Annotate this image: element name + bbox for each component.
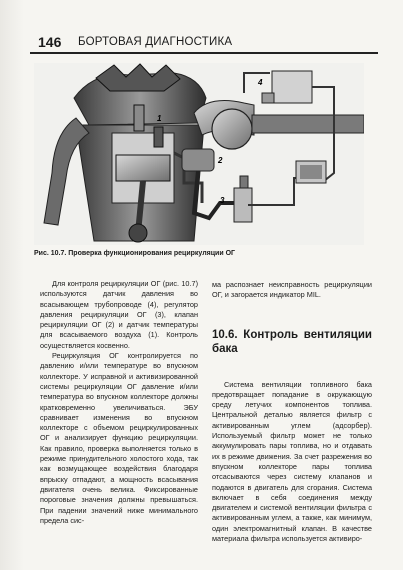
callout-3: 3 [220,196,225,205]
header-rule [30,52,378,54]
pressure-sensor [272,71,312,103]
page-header [30,33,380,53]
egr-diagram [34,63,364,245]
air-intake-duct [252,115,364,133]
ecu-connector-pins [300,165,322,179]
paragraph: Рециркуляция ОГ контролируется по давлению и/или температуре во впускном коллекторе. У исправной и активизированной системы рециркуляции ОГ давление и/или температура во впускном коллекторе должны кратковременно увеличиваться. ЭБУ сравнивает изменения во впускном коллекторе с объемом рециркулированных ОГ и анализирует функцию рециркуляции. Как правило, проверка выполняется только в режиме принудительного холостого хода, так как возмущающее воздействия благодаря впрыску отпадают, а мощность всасывания двигателя очень велика. Фиксированные пороговые значения должны превышаться. При падении значений ниже минимального предела сис- [40,351,198,525]
right-column [212,280,372,544]
callout-2: 2 [218,156,223,165]
crankshaft [129,224,147,242]
left-column [40,279,198,526]
running-title: БОРТОВАЯ ДИАГНОСТИКА [78,36,233,48]
throttle-body [212,109,252,149]
callout-4: 4 [258,78,263,87]
paragraph: Для контроля рециркуляции ОГ (рис. 10.7) используются датчик давления во всасывающем трубопроводе (4), регулятор давления рециркуляции ОГ (3), клапан рециркуляции ОГ (2) и датчик температуры для всасываемого воздуха (1). Контроль осуществляется косвенно. [40,279,198,350]
page-number: 146 [38,34,62,50]
figure-caption: Рис. 10.7. Проверка функционирования рециркуляции ОГ [34,250,236,257]
paragraph-continuation: ма распознает неисправность рециркуляции ОГ, и загорается индикатор MIL. [212,280,372,300]
paragraph: Система вентиляции топливного бака предотвращает попадание в окружающую среду летучих компонентов топлива. Центральной деталью является фильтр с активированным углем (адсорбер). Используемый фильтр может не только аккумулировать пары топлива, но и отдавать их в режиме движения. За счет разрежения во впускном коллекторе пары топлива отсасываются через систему клапанов и подаются в двигатель для сгорания. Система включает в себя соединения между двигателем и системой вентиляции фильтра с активированным углем, а также, как минимум, один электромагнитный клапан. В качестве материала фильтра используется активиро- [212,379,372,544]
piston [116,155,170,181]
injector [134,105,144,131]
regulator-connector [240,176,248,188]
callout-1: 1 [157,114,162,123]
section-heading: 10.6. Контроль вентиляции бака [212,328,372,355]
temperature-sensor [154,127,163,147]
egr-valve [182,149,214,171]
pressure-sensor-connector [262,93,274,103]
